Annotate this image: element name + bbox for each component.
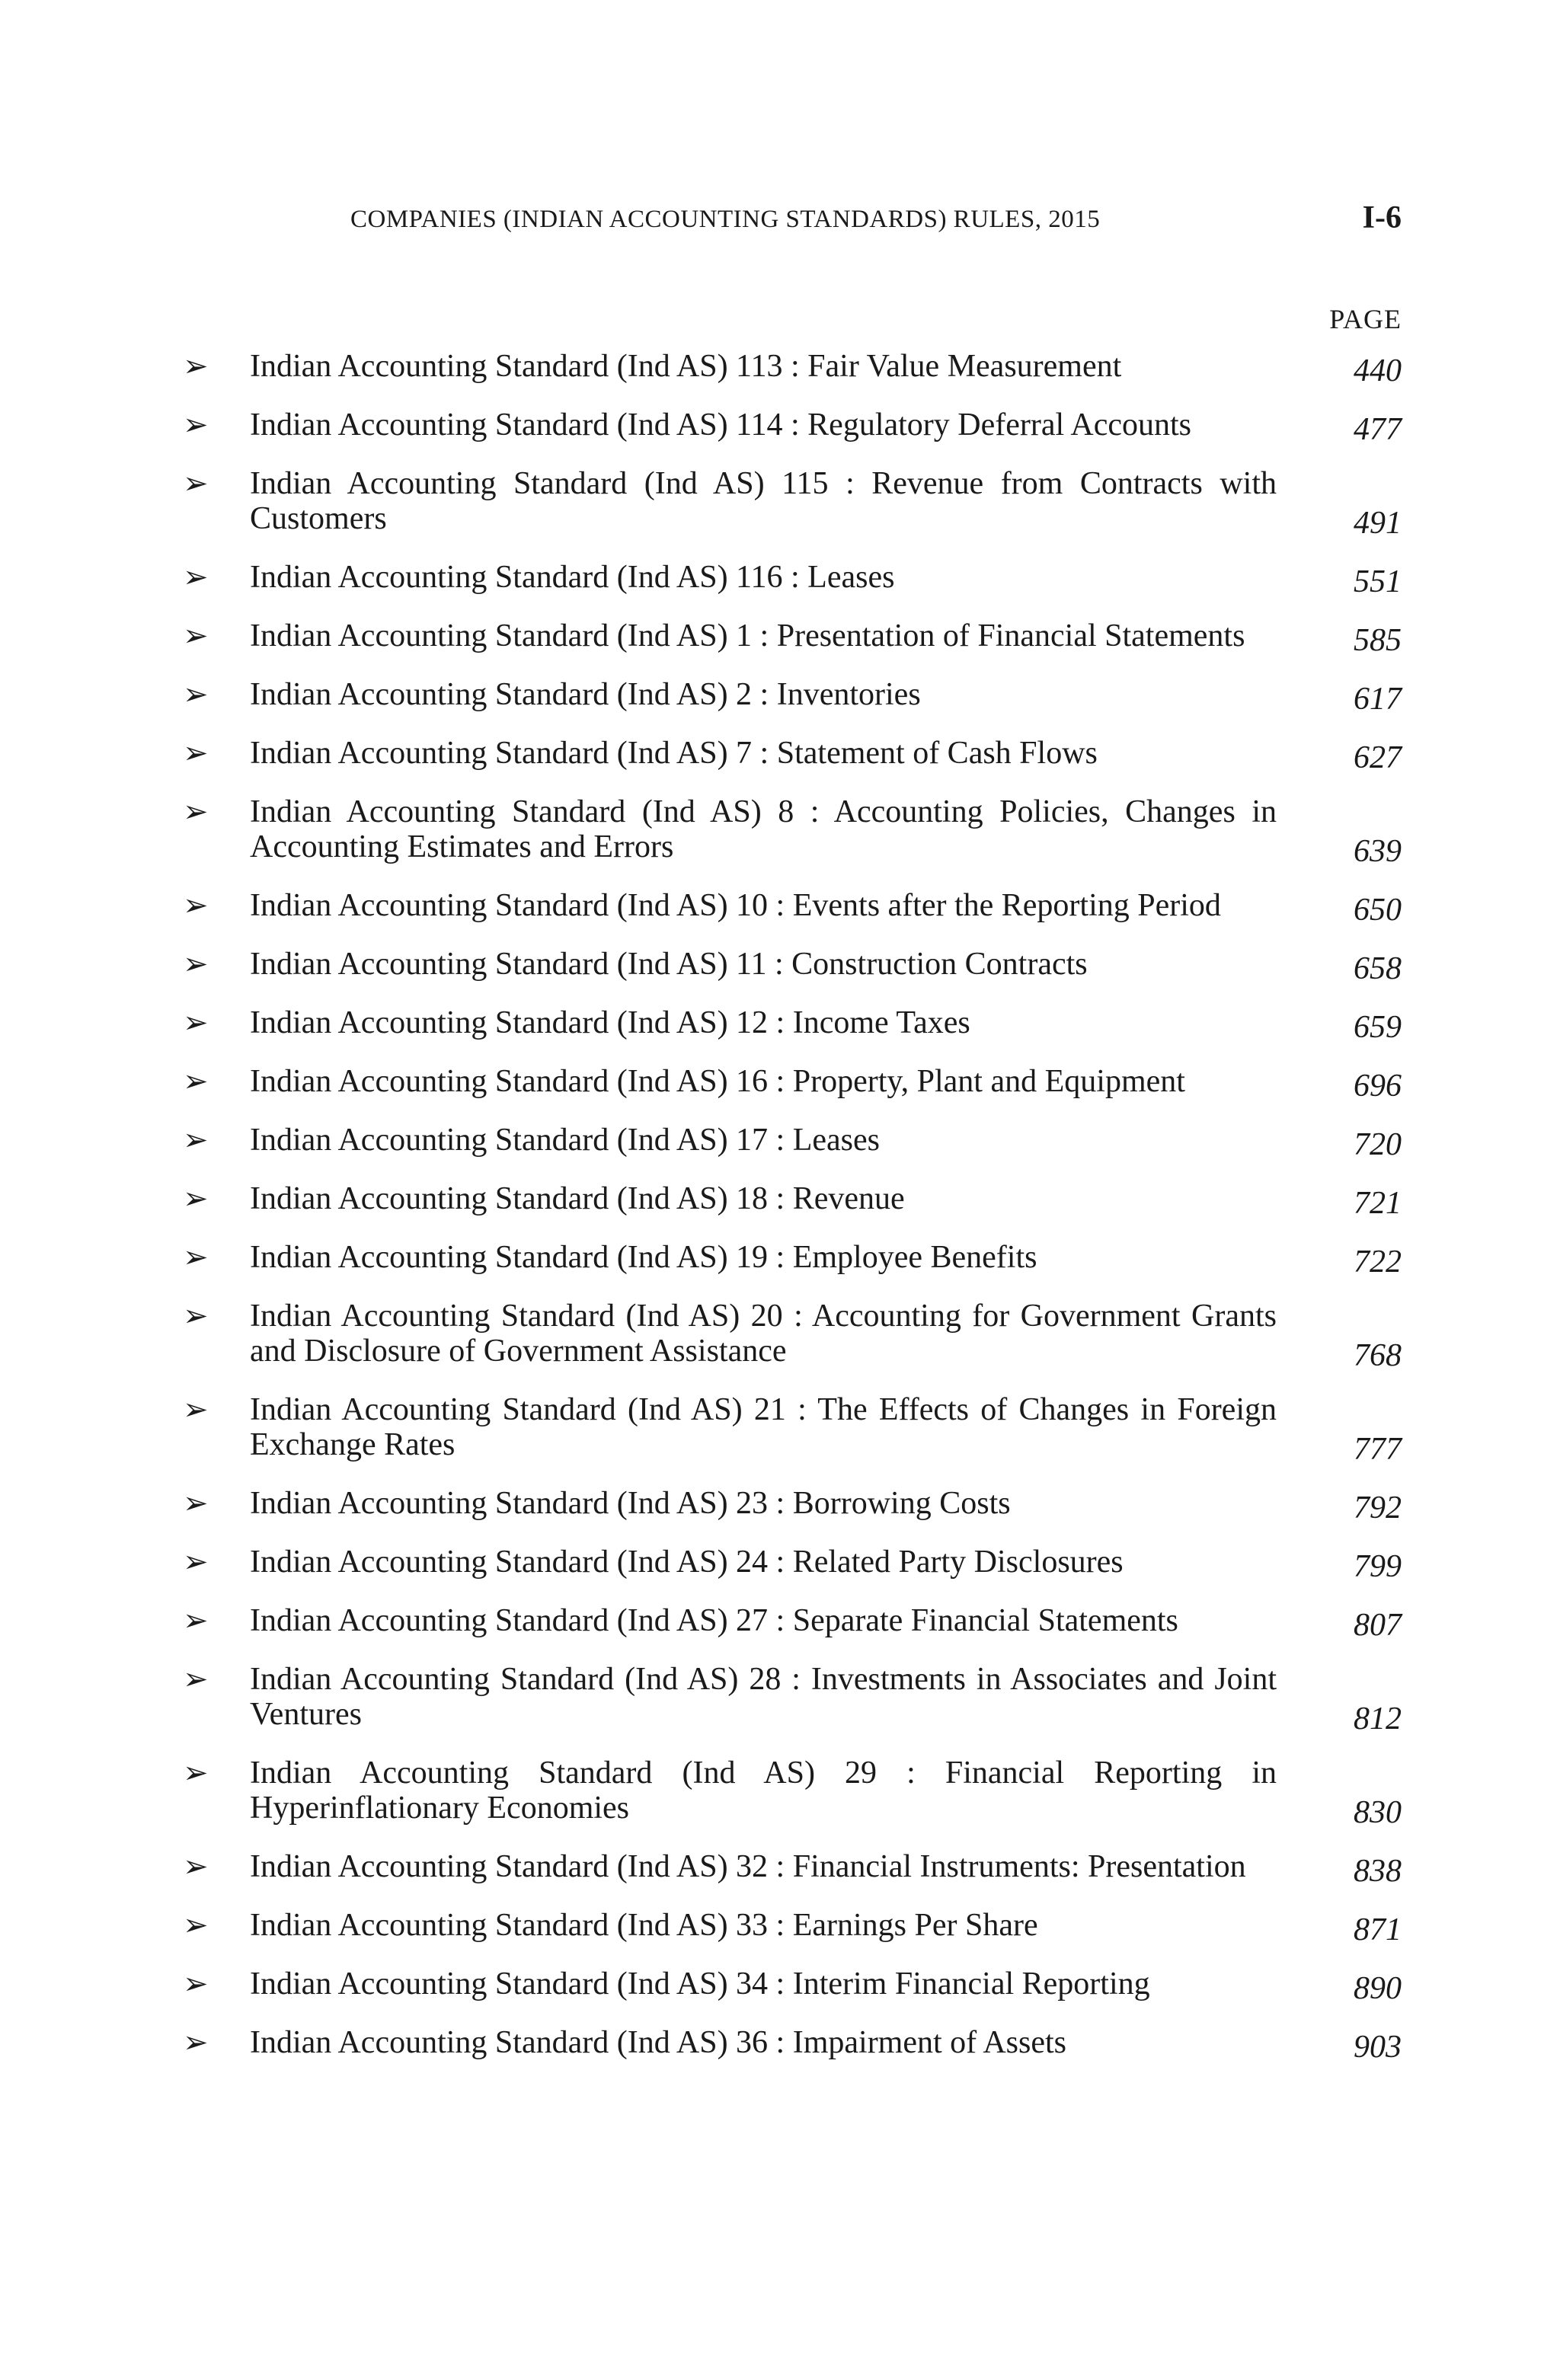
toc-entry-page-number: 812 [1354, 1701, 1402, 1736]
toc-entry-title: Indian Accounting Standard (Ind AS) 23 : Borrowing Costs [250, 1486, 1011, 1521]
arrow-bullet-icon: ➢ [183, 1545, 209, 1580]
page-folio: I-6 [1362, 200, 1402, 235]
arrow-bullet-icon: ➢ [183, 1662, 209, 1697]
toc-entry-title: Indian Accounting Standard (Ind AS) 12 : Income Taxes [250, 1005, 970, 1040]
toc-entry [183, 1240, 1402, 1279]
toc-entry [183, 1662, 1402, 1736]
toc-entry [183, 560, 1402, 599]
toc-entry-page-number: 807 [1354, 1608, 1402, 1643]
toc-entry-title: Indian Accounting Standard (Ind AS) 116 : Leases [250, 560, 895, 595]
arrow-bullet-icon: ➢ [183, 1005, 209, 1040]
arrow-bullet-icon: ➢ [183, 1123, 209, 1158]
running-head-title: COMPANIES (INDIAN ACCOUNTING STANDARDS) RULES, 2015 [350, 206, 1101, 233]
toc-entry-page-number: 871 [1354, 1912, 1402, 1947]
toc-entry-page-number: 477 [1354, 412, 1402, 447]
toc-entry-title: Indian Accounting Standard (Ind AS) 36 : Impairment of Assets [250, 2025, 1067, 2060]
toc-entry-title: Indian Accounting Standard (Ind AS) 33 : Earnings Per Share [250, 1908, 1038, 1943]
toc-entry [183, 1181, 1402, 1221]
toc-entry [183, 1908, 1402, 1947]
toc-entry-page-number: 659 [1354, 1010, 1402, 1045]
toc-entry-title: Indian Accounting Standard (Ind AS) 8 : Accounting Policies, Changes in Accounting Estimates and Errors [250, 794, 1277, 864]
arrow-bullet-icon: ➢ [183, 349, 209, 384]
toc-entry [183, 1603, 1402, 1643]
toc-entry-title: Indian Accounting Standard (Ind AS) 113 : Fair Value Measurement [250, 349, 1122, 384]
arrow-bullet-icon: ➢ [183, 560, 209, 595]
toc-entry [183, 407, 1402, 447]
toc-entry-page-number: 777 [1354, 1432, 1402, 1467]
toc-entry [183, 2025, 1402, 2065]
arrow-bullet-icon: ➢ [183, 947, 209, 982]
toc-entry-title: Indian Accounting Standard (Ind AS) 115 : Revenue from Contracts with Customers [250, 466, 1277, 536]
toc-entry-page-number: 491 [1354, 506, 1402, 541]
toc-entry-page-number: 792 [1354, 1490, 1402, 1525]
toc-entry [183, 1064, 1402, 1104]
arrow-bullet-icon: ➢ [183, 1849, 209, 1884]
toc-entry-title: Indian Accounting Standard (Ind AS) 19 : Employee Benefits [250, 1240, 1037, 1275]
toc-entry [183, 677, 1402, 717]
toc-entry [183, 1849, 1402, 1889]
toc-entry [183, 1486, 1402, 1525]
toc-entry-title: Indian Accounting Standard (Ind AS) 20 : Accounting for Government Grants and Disclosure of Government Assistance [250, 1299, 1277, 1369]
toc-entry-page-number: 585 [1354, 623, 1402, 658]
toc-entry-page-number: 890 [1354, 1971, 1402, 2006]
toc-entry-title: Indian Accounting Standard (Ind AS) 24 : Related Party Disclosures [250, 1545, 1124, 1580]
arrow-bullet-icon: ➢ [183, 2025, 209, 2060]
toc-entry [183, 888, 1402, 928]
toc-entry [183, 618, 1402, 658]
arrow-bullet-icon: ➢ [183, 1064, 209, 1099]
toc-entry [183, 1123, 1402, 1162]
toc-entry-page-number: 551 [1354, 564, 1402, 599]
arrow-bullet-icon: ➢ [183, 1240, 209, 1275]
toc-entry-page-number: 799 [1354, 1549, 1402, 1584]
toc-entry [183, 736, 1402, 775]
toc-entry-page-number: 617 [1354, 682, 1402, 717]
toc-entry-page-number: 440 [1354, 353, 1402, 388]
arrow-bullet-icon: ➢ [183, 794, 209, 829]
toc-entry-title: Indian Accounting Standard (Ind AS) 18 : Revenue [250, 1181, 905, 1216]
arrow-bullet-icon: ➢ [183, 618, 209, 653]
arrow-bullet-icon: ➢ [183, 1392, 209, 1427]
toc-entry-title: Indian Accounting Standard (Ind AS) 10 : Events after the Reporting Period [250, 888, 1221, 923]
toc-entry [183, 1392, 1402, 1467]
toc-entry-page-number: 696 [1354, 1069, 1402, 1104]
toc-entry-title: Indian Accounting Standard (Ind AS) 27 : Separate Financial Statements [250, 1603, 1178, 1638]
arrow-bullet-icon: ➢ [183, 407, 209, 442]
toc-entry-title: Indian Accounting Standard (Ind AS) 7 : Statement of Cash Flows [250, 736, 1098, 771]
toc-entry-page-number: 722 [1354, 1244, 1402, 1279]
arrow-bullet-icon: ➢ [183, 1486, 209, 1521]
toc-entry [183, 794, 1402, 869]
toc-entry-title: Indian Accounting Standard (Ind AS) 17 : Leases [250, 1123, 880, 1158]
toc-entry [183, 1299, 1402, 1373]
toc-entry-page-number: 830 [1354, 1795, 1402, 1830]
table-of-contents [183, 349, 1402, 2084]
toc-entry [183, 1545, 1402, 1584]
toc-entry-title: Indian Accounting Standard (Ind AS) 21 : The Effects of Changes in Foreign Exchange Rates [250, 1392, 1277, 1462]
toc-entry-title: Indian Accounting Standard (Ind AS) 34 : Interim Financial Reporting [250, 1966, 1150, 2001]
toc-entry-title: Indian Accounting Standard (Ind AS) 28 : Investments in Associates and Joint Ventures [250, 1662, 1277, 1732]
toc-entry-page-number: 639 [1354, 834, 1402, 869]
toc-entry-title: Indian Accounting Standard (Ind AS) 2 : Inventories [250, 677, 921, 712]
toc-entry [183, 466, 1402, 541]
toc-entry [183, 1966, 1402, 2006]
toc-entry [183, 1005, 1402, 1045]
toc-entry [183, 349, 1402, 388]
arrow-bullet-icon: ➢ [183, 1181, 209, 1216]
toc-entry-title: Indian Accounting Standard (Ind AS) 29 : Financial Reporting in Hyperinflationary Economies [250, 1755, 1277, 1826]
toc-entry-page-number: 838 [1354, 1854, 1402, 1889]
arrow-bullet-icon: ➢ [183, 1966, 209, 2001]
page-column-label: PAGE [1329, 304, 1402, 334]
running-head [350, 200, 1402, 245]
arrow-bullet-icon: ➢ [183, 736, 209, 771]
arrow-bullet-icon: ➢ [183, 466, 209, 501]
toc-entry-page-number: 658 [1354, 951, 1402, 986]
arrow-bullet-icon: ➢ [183, 1908, 209, 1943]
toc-entry-page-number: 903 [1354, 2030, 1402, 2065]
arrow-bullet-icon: ➢ [183, 1299, 209, 1334]
toc-entry-title: Indian Accounting Standard (Ind AS) 1 : Presentation of Financial Statements [250, 618, 1245, 653]
arrow-bullet-icon: ➢ [183, 1755, 209, 1791]
toc-entry-page-number: 720 [1354, 1127, 1402, 1162]
toc-entry-page-number: 768 [1354, 1338, 1402, 1373]
toc-entry-title: Indian Accounting Standard (Ind AS) 114 : Regulatory Deferral Accounts [250, 407, 1191, 442]
toc-entry-page-number: 650 [1354, 893, 1402, 928]
toc-entry [183, 1755, 1402, 1830]
arrow-bullet-icon: ➢ [183, 888, 209, 923]
toc-entry-title: Indian Accounting Standard (Ind AS) 16 : Property, Plant and Equipment [250, 1064, 1185, 1099]
arrow-bullet-icon: ➢ [183, 1603, 209, 1638]
toc-entry-title: Indian Accounting Standard (Ind AS) 32 : Financial Instruments: Presentation [250, 1849, 1246, 1884]
arrow-bullet-icon: ➢ [183, 677, 209, 712]
toc-entry-title: Indian Accounting Standard (Ind AS) 11 : Construction Contracts [250, 947, 1088, 982]
toc-entry [183, 947, 1402, 986]
toc-entry-page-number: 721 [1354, 1186, 1402, 1221]
toc-entry-page-number: 627 [1354, 740, 1402, 775]
